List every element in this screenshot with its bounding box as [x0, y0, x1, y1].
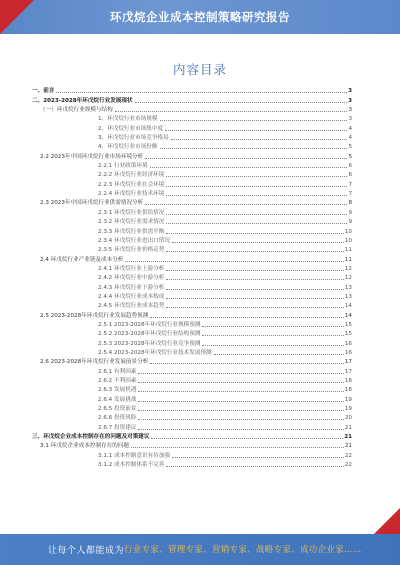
toc-entry[interactable]	[32, 151, 352, 160]
toc-entry-title: 2.3 2023年中国环戊烷行业供需情况分析	[40, 200, 144, 207]
toc-entry[interactable]	[32, 366, 352, 375]
toc-entry[interactable]	[32, 217, 352, 226]
toc-entry[interactable]	[32, 86, 352, 95]
footer-slogan: 让每个人都能成为	[48, 546, 125, 556]
toc-entry[interactable]	[32, 189, 352, 198]
toc-leader-dots	[138, 382, 343, 383]
toc-entry[interactable]	[32, 460, 352, 469]
toc-entry[interactable]	[32, 376, 352, 385]
toc-entry-title: 三、环戊烷企业成本控制存在的问题及对策建议	[32, 434, 150, 441]
toc-entry-page: 6	[348, 172, 352, 179]
toc-entry-title: 2.6.1 有利因素	[98, 368, 137, 375]
toc-leader-dots	[166, 466, 344, 467]
toc-entry[interactable]	[32, 170, 352, 179]
toc-entry-title: 2.2.4 环戊烷行业技术环境	[98, 191, 165, 198]
toc-entry-title: 2.2 2023年中国环戊烷行业市场环境分析	[40, 153, 144, 160]
toc-entry[interactable]	[32, 273, 352, 282]
toc-entry-page: 6	[348, 163, 352, 170]
toc-entry-page: 11	[344, 256, 352, 263]
toc-entry-page: 9	[348, 209, 352, 216]
toc-entry-title: 2.2.1 行业政策环境	[98, 163, 148, 170]
toc-entry-title: 2.6.4 发展挑战	[98, 396, 137, 403]
toc-leader-dots	[166, 176, 347, 177]
toc-entry-page: 8	[348, 200, 352, 207]
toc-entry-title: 2.6.7 投资建议	[98, 424, 137, 431]
toc-entry-title: 2.3.2 环戊烷行业需求情况	[98, 219, 165, 226]
toc-leader-dots	[171, 139, 348, 140]
toc-entry-title: 2.4 环戊烷行业产业链及成本分析	[40, 256, 124, 263]
toc-entry-page: 17	[344, 359, 352, 366]
toc-entry[interactable]	[32, 161, 352, 170]
toc-leader-dots	[214, 354, 344, 355]
toc-entry[interactable]	[32, 254, 352, 263]
toc-entry-page: 12	[344, 265, 352, 272]
toc-leader-dots	[160, 120, 348, 121]
toc-entry-page: 12	[344, 275, 352, 282]
toc-leader-dots	[150, 317, 344, 318]
toc-entry[interactable]	[32, 198, 352, 207]
toc-heading: 内容目录	[172, 62, 227, 77]
toc-entry[interactable]	[32, 179, 352, 188]
toc-entry-title: 3.1 环戊烷企业成本控制存在的问题	[40, 443, 129, 450]
toc-entry-page: 14	[344, 303, 352, 310]
toc-leader-dots	[138, 373, 343, 374]
toc-entry-title: 2.5.1 2023-2028年环戊烷行业规模预测	[98, 321, 201, 328]
toc-entry-page: 16	[344, 340, 352, 347]
toc-leader-dots	[56, 92, 347, 93]
toc-entry[interactable]	[32, 320, 352, 329]
toc-entry-title: 2.6.3 发展机遇	[98, 387, 137, 394]
toc-leader-dots	[202, 345, 343, 346]
toc-leader-dots	[166, 307, 344, 308]
toc-entry-title: 2.4.2 环戊烷行业中游分析	[98, 275, 165, 282]
toc-entry-page: 7	[348, 191, 352, 198]
toc-leader-dots	[145, 204, 347, 205]
toc-entry-page: 3	[348, 97, 352, 104]
toc-entry-page: 11	[344, 247, 352, 254]
toc-entry[interactable]	[32, 226, 352, 235]
toc-entry-title: 2.5.4 2023-2028年环戊烷行业技术发展预测	[98, 349, 212, 356]
toc-leader-dots	[166, 251, 344, 252]
toc-entry-page: 14	[344, 312, 352, 319]
toc-leader-dots	[138, 419, 343, 420]
toc-entry[interactable]	[32, 441, 352, 450]
toc-entry-title: 2.2.2 环戊烷行业经济环境	[98, 172, 165, 179]
toc-leader-dots	[151, 438, 343, 439]
toc-entry-page: 18	[344, 378, 352, 384]
toc-entry[interactable]	[32, 292, 352, 301]
toc-entry[interactable]	[32, 95, 352, 104]
toc-entry[interactable]	[32, 123, 352, 132]
toc-entry[interactable]	[32, 432, 352, 441]
toc-entry-page: 3	[348, 116, 352, 123]
footer-tagline: 行业专家、管理专家、营销专家、战略专家、成功企业家……	[124, 545, 362, 555]
header-bar	[0, 0, 400, 34]
toc-leader-dots	[131, 447, 344, 448]
toc-entry-page: 3	[348, 88, 352, 95]
toc-leader-dots	[166, 214, 347, 215]
toc-entry[interactable]	[32, 282, 352, 291]
toc-entry-title: 2.3.1 环戊烷行业供给情况	[98, 209, 165, 216]
toc-leader-dots	[150, 363, 344, 364]
toc-leader-dots	[166, 195, 347, 196]
toc-entry-title: 1、环戊烷行业市场规模	[98, 116, 158, 123]
toc-entry[interactable]	[32, 207, 352, 216]
toc-entry-page: 20	[344, 415, 352, 422]
toc-entry-page: 17	[344, 368, 352, 375]
toc-entry-title: 2.3.3 环戊烷行业供需平衡	[98, 228, 165, 235]
toc-leader-dots	[125, 261, 343, 262]
toc-leader-dots	[202, 326, 343, 327]
toc-entry[interactable]	[32, 357, 352, 366]
toc-entry-page: 5	[348, 144, 352, 151]
toc-entry[interactable]	[32, 385, 352, 394]
toc-entry-title: 一、前言	[32, 88, 55, 95]
report-title: 环戊烷企业成本控制策略研究报告	[110, 10, 290, 24]
toc-entry[interactable]	[32, 450, 352, 459]
toc-entry[interactable]	[32, 422, 352, 431]
toc-entry-page: 10	[344, 237, 352, 244]
toc-entry-title: 2、环戊烷行业市场集中度	[98, 125, 164, 132]
toc-leader-dots	[165, 130, 347, 131]
toc-entry[interactable]	[32, 105, 352, 114]
toc-entry[interactable]	[32, 236, 352, 245]
toc-leader-dots	[202, 335, 343, 336]
toc-entry-title: 3、环戊烷行业市场竞争格局	[98, 135, 169, 142]
toc-entry-title: 2.5 2023-2028年环戊烷行业发展趋势预测	[40, 312, 149, 319]
toc-entry-title: 4、环戊烷行业市场份额	[98, 144, 158, 151]
footer-bar	[0, 534, 400, 565]
toc-entry-page: 15	[344, 321, 352, 328]
toc-entry-title: 二、2023-2028年环戊烷行业发展现状	[32, 97, 133, 104]
toc-entry-title: 2.4.1 环戊烷行业上游分析	[98, 265, 165, 272]
toc-entry-title: 2.5.3 2023-2028年环戊烷行业竞争预测	[98, 340, 201, 347]
toc-leader-dots	[115, 111, 348, 112]
toc-leader-dots	[138, 410, 343, 411]
toc-entry-page: 19	[344, 406, 352, 413]
toc-entry-page: 3	[348, 107, 352, 114]
toc-entry[interactable]	[32, 338, 352, 347]
toc-entry[interactable]	[32, 264, 352, 273]
toc-leader-dots	[166, 223, 347, 224]
table-of-contents	[32, 86, 352, 469]
toc-leader-dots	[160, 148, 348, 149]
toc-leader-dots	[166, 233, 344, 234]
toc-entry-page: 13	[344, 284, 352, 291]
toc-entry-title: 3.1.2 成本控制体系不完善	[98, 462, 165, 469]
toc-entry-title: 2.6.2 不利因素	[98, 378, 137, 384]
toc-entry[interactable]	[32, 114, 352, 123]
toc-leader-dots	[138, 401, 343, 402]
toc-entry[interactable]	[32, 245, 352, 254]
toc-entry-title: 2.5.2 2023-2028年环戊烷行业结构预测	[98, 331, 201, 338]
toc-entry-title: 2.2.3 环戊烷行业社会环境	[98, 181, 165, 188]
toc-entry-page: 19	[344, 396, 352, 403]
toc-entry-page: 22	[344, 452, 352, 459]
toc-entry-page: 13	[344, 293, 352, 300]
toc-entry-page: 21	[344, 424, 352, 431]
toc-entry[interactable]	[32, 142, 352, 151]
toc-entry-title: 2.4.3 环戊烷行业下游分析	[98, 284, 165, 291]
toc-leader-dots	[166, 279, 344, 280]
toc-entry-title: 2.6.6 投资风险	[98, 415, 137, 422]
toc-entry-page: 21	[344, 434, 352, 441]
toc-entry-page: 22	[344, 462, 352, 469]
toc-leader-dots	[172, 457, 344, 458]
toc-entry-title: 2.6.5 投资前景	[98, 406, 137, 413]
toc-entry-title: 3.1.1 成本控制意识有待加强	[98, 452, 170, 459]
toc-entry[interactable]	[32, 301, 352, 310]
toc-entry-title: 2.3.4 环戊烷行业进出口情况	[98, 237, 170, 244]
toc-entry-page: 18	[344, 387, 352, 394]
toc-entry[interactable]	[32, 348, 352, 357]
toc-entry[interactable]	[32, 413, 352, 422]
toc-leader-dots	[150, 167, 348, 168]
toc-leader-dots	[166, 186, 347, 187]
toc-entry[interactable]	[32, 133, 352, 142]
toc-entry-title: 2.6 2023-2028年环戊烷行业发展前景分析	[40, 359, 149, 366]
toc-leader-dots	[172, 242, 344, 243]
toc-leader-dots	[166, 289, 344, 290]
toc-entry[interactable]	[32, 310, 352, 319]
toc-entry-title: （一）环戊烷行业规模与结构	[40, 107, 113, 114]
toc-entry-page: 16	[344, 349, 352, 356]
toc-leader-dots	[138, 391, 343, 392]
toc-entry-title: 2.4.5 环戊烷行业成本趋势	[98, 303, 165, 310]
toc-entry-page: 21	[344, 443, 352, 450]
toc-leader-dots	[138, 429, 343, 430]
toc-leader-dots	[135, 102, 348, 103]
toc-entry-page: 10	[344, 228, 352, 235]
footer-red-corner	[374, 508, 400, 534]
toc-entry-title: 2.3.5 环戊烷行业价格走势	[98, 247, 165, 254]
toc-leader-dots	[166, 270, 344, 271]
toc-entry[interactable]	[32, 404, 352, 413]
toc-entry-page: 7	[348, 181, 352, 188]
toc-entry[interactable]	[32, 394, 352, 403]
toc-entry[interactable]	[32, 329, 352, 338]
toc-entry-title: 2.4.4 环戊烷行业成本构成	[98, 293, 165, 300]
toc-entry-page: 9	[348, 219, 352, 226]
toc-leader-dots	[166, 298, 344, 299]
toc-entry-page: 4	[348, 125, 352, 132]
toc-leader-dots	[145, 158, 347, 159]
toc-entry-page: 5	[348, 153, 352, 160]
toc-entry-page: 15	[344, 331, 352, 338]
toc-entry-page: 4	[348, 135, 352, 142]
